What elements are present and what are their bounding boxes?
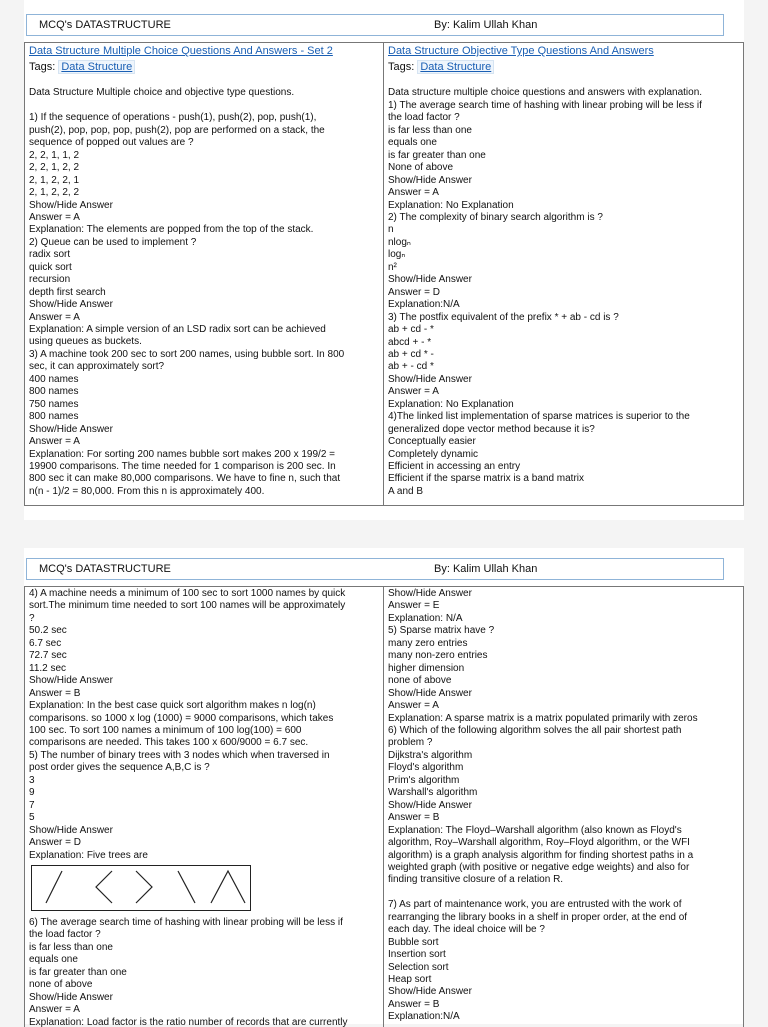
text-line: 2, 1, 2, 2, 1 [29,174,80,186]
tree-4-edge [178,871,195,903]
text-line [29,75,379,87]
text-line: n [388,224,394,236]
text-line: rearranging the library books in a shelf in proper order, at the end of [388,911,688,923]
text-line: push(2), pop, pop, pop, push(2), pop are performed on a stack, the [29,124,325,136]
left-column [25,587,384,1027]
text-line: Explanation: A sparse matrix is a matrix populated primarily with zeros [388,712,698,724]
text-line: A and B [388,485,424,497]
text-line: none of above [388,675,452,687]
text-line: Answer = B [29,687,81,699]
page-header [26,558,724,580]
text-line: 50.2 sec [29,625,67,637]
text-line: finding transitive closure of a relation R. [388,874,564,886]
text-line: Explanation:N/A [388,299,460,311]
text-line: 3) The postfix equivalent of the prefix * + ab - cd is ? [388,311,619,323]
text-line: algorithm) is a graph analysis algorithm for finding shortest paths in a [388,849,694,861]
text-line: 800 sec it can make 80,000 comparisons. We have to fine n, such that [29,473,341,485]
question-text-block [29,75,379,498]
text-line: 7) As part of maintenance work, you are entrusted with the work of [388,899,682,911]
text-line: Data Structure Multiple choice and objective type questions. [29,87,295,99]
text-line: Dijkstra's algorithm [388,749,473,761]
text-line: 6) Which of the following algorithm solves the all pair shortest path [388,724,682,736]
text-line: Explanation: No Explanation [388,398,514,410]
text-line: Explanation: Load factor is the ratio number of records that are currently [29,1016,348,1027]
text-line: Selection sort [388,961,449,973]
text-line: Answer = A [388,187,439,199]
text-line: each day. The ideal choice will be ? [388,924,545,936]
text-line: Warshall's algorithm [388,787,478,799]
text-line: algorithm, Roy–Warshall algorithm, Roy–Floyd algorithm, or the WFI [388,837,690,849]
text-line: Efficient if the sparse matrix is a band matrix [388,473,585,485]
text-line: n(n - 1)/2 = 80,000. From this n is approximately 400. [29,485,265,497]
text-line: equals one [29,954,78,966]
text-line: 1) If the sequence of operations - push(1), push(2), pop, push(1), [29,112,317,124]
text-line: sequence of popped out values are ? [29,137,194,149]
text-line: Show/Hide Answer [388,274,472,286]
document-page-2 [24,548,744,1027]
text-line: post order gives the sequence A,B,C is ? [29,762,210,774]
header-author: By: Kalim Ullah Khan [434,563,538,575]
tree-2-edges [96,871,112,903]
text-line: Answer = D [29,837,81,849]
text-line: Answer = A [29,436,80,448]
tree-1-edge [46,871,62,903]
text-line: 7 [29,799,35,811]
text-line: 100 sec. To sort 100 names a minimum of 100 log(100) = 600 [29,724,302,736]
tree-3-edges [136,871,152,903]
text-line: Bubble sort [388,936,439,948]
text-line: Show/Hide Answer [388,373,472,385]
text-line [388,75,739,87]
text-line: Answer = A [388,700,439,712]
text-line: Explanation: The elements are popped from the top of the stack. [29,224,314,236]
text-line: 4) A machine needs a minimum of 100 sec to sort 1000 names by quick [29,588,346,599]
text-line: 2, 2, 1, 2, 2 [29,162,80,174]
content-table [24,42,744,506]
text-line: abcd + - * [388,336,432,348]
text-line: 6) The average search time of hashing with linear probing will be less if [29,916,343,928]
text-line: Show/Hide Answer [29,423,113,435]
text-line: 5) Sparse matrix have ? [388,625,495,637]
text-line: ab + - cd * [388,361,434,373]
text-line: Answer = A [29,311,80,323]
text-line [29,100,379,112]
tree-5-edges [211,871,245,903]
text-line: 800 names [29,411,79,423]
text-line: Explanation: The Floyd–Warshall algorithm (also known as Floyd's [388,824,682,836]
question-text-block [388,75,739,498]
text-line: Answer = B [388,998,440,1010]
text-line: higher dimension [388,662,465,674]
text-line: ab + cd * - [388,348,434,360]
text-line: weighted graph (with positive or negative edge weights) and also for [388,861,690,873]
text-line: many non-zero entries [388,650,488,662]
text-line: the load factor ? [388,112,460,124]
text-line: Show/Hide Answer [388,687,472,699]
text-line: Efficient in accessing an entry [388,461,521,473]
text-line: Answer = B [388,812,440,824]
text-line: is far less than one [388,124,472,136]
question-text-block [29,917,379,1027]
document-page-1 [24,0,744,520]
text-line: using queues as buckets. [29,336,142,348]
text-line: quick sort [29,261,72,273]
text-line: logₙ [388,249,406,261]
text-line: radix sort [29,249,71,261]
tag-link[interactable]: Data Structure [58,60,135,74]
text-line: Floyd's algorithm [388,762,464,774]
text-line: Show/Hide Answer [388,986,472,998]
text-line: problem ? [388,737,433,749]
text-line: is far greater than one [388,149,486,161]
text-line: 3 [29,774,35,786]
text-line: Show/Hide Answer [388,799,472,811]
text-line: Show/Hide Answer [388,174,472,186]
text-line: comparisons are needed. This takes 100 x 600/9000 = 6.7 sec. [29,737,309,749]
text-line [388,887,739,899]
text-line: 400 names [29,373,79,385]
text-line: Show/Hide Answer [29,299,113,311]
text-line: is far greater than one [29,966,127,978]
text-line: Show/Hide Answer [29,824,113,836]
tags-line [29,59,379,75]
text-line: 4)The linked list implementation of sparse matrices is superior to the [388,411,690,423]
text-line: nlogₙ [388,236,411,248]
text-line: is far less than one [29,941,113,953]
text-line: ab + cd - * [388,324,434,336]
article-title-link[interactable]: Data Structure Multiple Choice Questions And Answers - Set 2 [29,45,333,57]
text-line: the load factor ? [29,929,101,941]
text-line: 19900 comparisons. The time needed for 1 comparison is 200 sec. In [29,461,336,473]
text-line: Prim's algorithm [388,774,460,786]
question-text-block [388,588,739,1024]
text-line: Answer = E [388,600,440,612]
text-line: ? [29,612,35,624]
binary-trees-figure [31,865,251,911]
text-line: Insertion sort [388,949,446,961]
text-line: Explanation: For sorting 200 names bubble sort makes 200 x 199/2 = [29,448,336,460]
text-line: Explanation: A simple version of an LSD radix sort can be achieved [29,324,326,336]
text-line: n² [388,261,397,273]
text-line: recursion [29,274,71,286]
text-line: 5 [29,812,35,824]
text-line: equals one [388,137,437,149]
text-line: 750 names [29,398,79,410]
text-line: Show/Hide Answer [29,199,113,211]
text-line: many zero entries [388,637,468,649]
header-title: MCQ's DATASTRUCTURE [39,19,171,31]
tags-label: Tags: [29,61,56,73]
text-line: 3) A machine took 200 sec to sort 200 names, using bubble sort. In 800 [29,348,345,360]
binary-trees-drawing [32,866,250,910]
tags-line [388,59,739,75]
text-line: Explanation:N/A [388,1011,460,1023]
text-line: 11.2 sec [29,662,67,674]
article-title-link[interactable]: Data Structure Objective Type Questions And Answers [388,45,654,57]
text-line: comparisons. so 1000 x log (1000) = 9000 comparisons, which takes [29,712,334,724]
text-line: Show/Hide Answer [388,588,472,599]
tags-label: Tags: [388,61,415,73]
text-line: Completely dynamic [388,448,479,460]
header-author: By: Kalim Ullah Khan [434,19,538,31]
text-line: Answer = A [29,211,80,223]
text-line: Data structure multiple choice questions and answers with explanation. [388,87,703,99]
content-table [24,586,744,1027]
text-line: 6.7 sec [29,637,62,649]
text-line: sec, it can approximately sort? [29,361,165,373]
text-line: 1) The average search time of hashing with linear probing will be less if [388,99,702,111]
text-line: 2, 2, 1, 1, 2 [29,149,80,161]
text-line: None of above [388,162,454,174]
text-line: 800 names [29,386,79,398]
left-column [25,43,384,505]
text-line: 9 [29,787,35,799]
right-column [384,587,743,1027]
text-line: Explanation: No Explanation [388,199,514,211]
text-line: sort.The minimum time needed to sort 100 names will be approximately [29,600,346,612]
header-title: MCQ's DATASTRUCTURE [39,563,171,575]
right-column [384,43,743,505]
text-line: 2) Queue can be used to implement ? [29,236,197,248]
tag-link[interactable]: Data Structure [417,60,494,74]
text-line: none of above [29,979,93,991]
text-line: Answer = A [388,386,439,398]
text-line: generalized dope vector method because it is? [388,423,595,435]
text-line: 72.7 sec [29,650,67,662]
text-line: depth first search [29,286,106,298]
page-header [26,14,724,36]
text-line: Heap sort [388,974,432,986]
text-line: Answer = D [388,286,440,298]
text-line: Conceptually easier [388,436,476,448]
text-line: Explanation: In the best case quick sort algorithm makes n log(n) [29,700,316,712]
text-line: 2, 1, 2, 2, 2 [29,187,80,199]
text-line: Show/Hide Answer [29,991,113,1003]
text-line: Explanation: N/A [388,612,463,624]
question-text-block [29,588,379,862]
text-line: Show/Hide Answer [29,675,113,687]
text-line: 2) The complexity of binary search algorithm is ? [388,211,603,223]
text-line: Explanation: Five trees are [29,849,148,861]
text-line: 5) The number of binary trees with 3 nodes which when traversed in [29,749,330,761]
text-line: Answer = A [29,1004,80,1016]
